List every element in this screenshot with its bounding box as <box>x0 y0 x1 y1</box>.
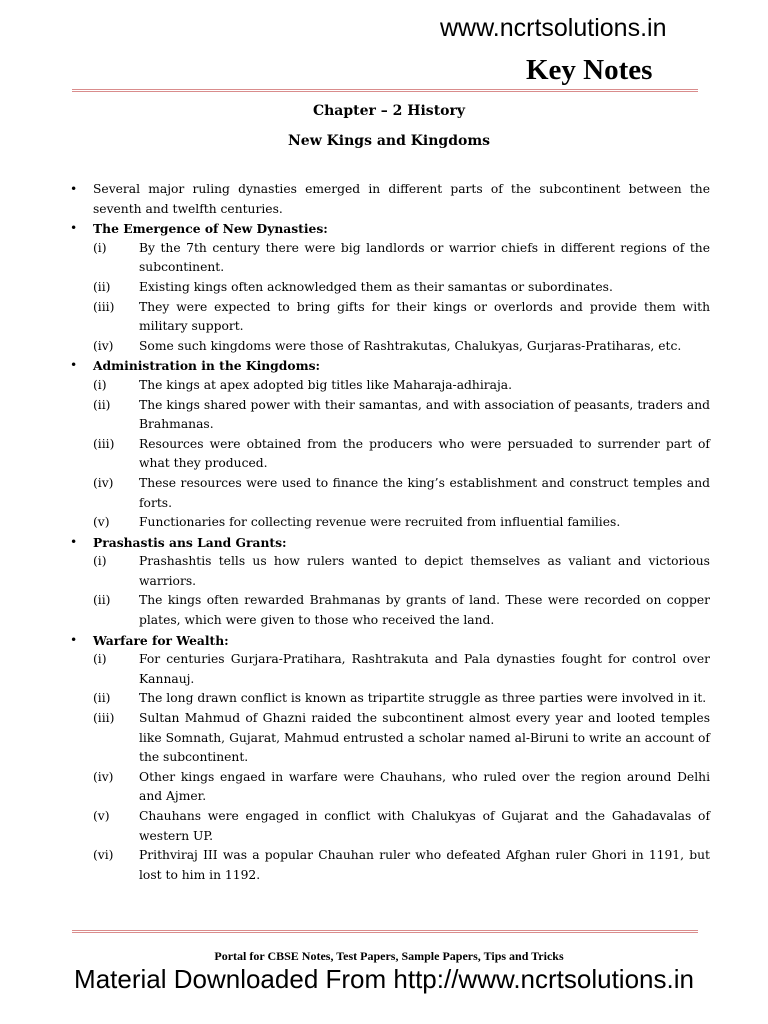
list-item <box>60 709 710 768</box>
item-text: These resources were used to finance the king’s establishment and construct temples and forts. <box>139 475 710 510</box>
item-text: The long drawn conflict is known as tripartite struggle as three parties were involved in it. <box>139 691 707 706</box>
item-text: They were expected to bring gifts for their kings or overlords and provide them with military support. <box>139 299 710 334</box>
item-text: By the 7th century there were big landlords or warrior chiefs in different regions of the subcontinent. <box>139 240 710 275</box>
intro-text: Several major ruling dynasties emerged in different parts of the subcontinent between the seventh and twelfth centuries. <box>93 182 710 216</box>
bullet-icon: • <box>70 358 78 373</box>
notes-content <box>60 180 710 885</box>
item-number: (v) <box>93 515 110 530</box>
item-number: (iv) <box>93 475 114 490</box>
item-text: Prithviraj III was a popular Chauhan ruler who defeated Afghan ruler Ghori in 1191, but lost to him in 1192. <box>139 848 710 882</box>
key-notes-title: Key Notes <box>526 54 653 86</box>
list-item <box>60 435 710 474</box>
bullet-icon: • <box>70 534 78 549</box>
item-number: (i) <box>93 240 107 255</box>
section-heading <box>60 356 710 376</box>
bullet-icon: • <box>70 182 78 196</box>
item-text: Prashashtis tells us how rulers wanted to depict themselves as valiant and victorious warriors. <box>139 554 710 588</box>
list-item <box>60 278 710 298</box>
chapter-subtitle: New Kings and Kingdoms <box>287 133 491 149</box>
footer-rule <box>72 930 698 933</box>
item-text: Resources were obtained from the producers who were persuaded to surrender part of what they produced. <box>139 436 710 471</box>
list-item <box>60 239 710 278</box>
item-number: (ii) <box>93 691 111 706</box>
item-number: (i) <box>93 377 107 392</box>
list-item <box>60 807 710 846</box>
chapter-title: Chapter – 2 History <box>312 103 466 119</box>
bullet-icon: • <box>70 221 78 236</box>
list-item <box>60 337 710 357</box>
item-text: Existing kings often acknowledged them as their samantas or subordinates. <box>139 279 613 294</box>
header-rule <box>72 89 698 92</box>
list-item <box>60 474 710 513</box>
item-text: Sultan Mahmud of Ghazni raided the subcontinent almost every year and looted temples like Somnath, Gujarat, Mahmud entrusted a scholar named al-Biruni to write an account of the subcontinent. <box>139 711 710 765</box>
section-heading <box>60 533 710 553</box>
item-number: (iii) <box>93 436 115 451</box>
item-number: (ii) <box>93 397 111 412</box>
list-item <box>60 591 710 630</box>
footer-download-link[interactable]: Material Downloaded From http://www.ncrtsolutions.in <box>74 964 694 994</box>
item-number: (iii) <box>93 711 115 726</box>
item-number: (iv) <box>93 769 114 784</box>
item-text: The kings at apex adopted big titles like Maharaja-adhiraja. <box>139 377 513 392</box>
item-number: (vi) <box>93 848 114 863</box>
item-text: Functionaries for collecting revenue were recruited from influential families. <box>139 515 621 530</box>
list-item <box>60 768 710 807</box>
section-heading-text: Warfare for Wealth: <box>93 632 229 648</box>
item-number: (ii) <box>93 593 111 608</box>
section-heading <box>60 219 710 239</box>
list-item <box>60 376 710 396</box>
bullet-icon: • <box>70 632 78 647</box>
list-item <box>60 846 710 885</box>
list-item <box>60 396 710 435</box>
intro-item <box>60 180 710 219</box>
footer-portal-note: Portal for CBSE Notes, Test Papers, Sample Papers, Tips and Tricks <box>214 949 564 963</box>
list-item <box>60 689 710 709</box>
item-number: (i) <box>93 652 107 667</box>
list-item <box>60 552 710 591</box>
section-heading-text: Prashastis ans Land Grants: <box>93 534 287 550</box>
item-text: For centuries Gurjara-Pratihara, Rashtrakuta and Pala dynasties fought for control over Kannauj. <box>139 652 710 686</box>
item-number: (v) <box>93 809 110 823</box>
item-text: The kings shared power with their samantas, and with association of peasants, traders and Brahmanas. <box>139 397 710 432</box>
section-heading-text: Administration in the Kingdoms: <box>93 358 321 374</box>
site-url[interactable]: www.ncrtsolutions.in <box>440 14 667 42</box>
list-item <box>60 298 710 337</box>
section-heading <box>60 631 710 651</box>
list-item <box>60 513 710 533</box>
item-number: (i) <box>93 554 107 569</box>
item-number: (iv) <box>93 338 114 353</box>
item-text: The kings often rewarded Brahmanas by grants of land. These were recorded on copper plates, which were given to those who received the land. <box>139 593 710 628</box>
item-number: (iii) <box>93 299 115 314</box>
item-text: Other kings engaed in warfare were Chauhans, who ruled over the region around Delhi and Ajmer. <box>139 769 710 804</box>
item-text: Chauhans were engaged in conflict with Chalukyas of Gujarat and the Gahadavalas of western UP. <box>139 809 710 843</box>
item-text: Some such kingdoms were those of Rashtrakutas, Chalukyas, Gurjaras-Pratiharas, etc. <box>139 338 682 353</box>
list-item <box>60 650 710 689</box>
item-number: (ii) <box>93 279 111 294</box>
section-heading-text: The Emergence of New Dynasties: <box>93 221 328 237</box>
